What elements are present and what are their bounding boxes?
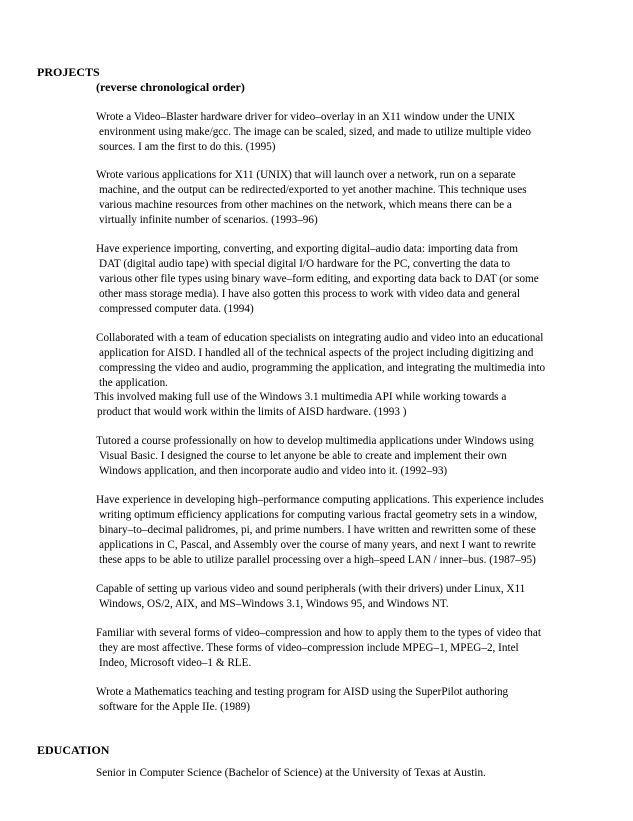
project-paragraph-high-performance (96, 493, 604, 568)
paragraph-line: Have experience importing, converting, and exporting digital–audio data: importing data from (96, 243, 518, 255)
paragraph-line: Have experience in developing high–performance computing applications. This experience includes (96, 494, 544, 506)
projects-heading: PROJECTS (37, 65, 100, 79)
paragraph-line: various other file types using binary wave–form editing, and exporting data back to DAT (or some (99, 273, 539, 285)
project-paragraph-video-compression (96, 626, 604, 671)
project-paragraph-windows-multimedia (94, 390, 602, 420)
paragraph-line: DAT (digital audio tape) with special digital I/O hardware for the PC, converting the data to (99, 258, 511, 270)
paragraph-line: compressing the video and audio, programming the application, and integrating the multimedia into (99, 362, 546, 374)
paragraph-line: Tutored a course professionally on how to develop multimedia applications under Windows using (96, 435, 534, 447)
paragraph-line: Wrote various applications for X11 (UNIX) that will launch over a network, run on a separate (96, 169, 516, 181)
paragraph-line: compressed computer data. (1994) (99, 303, 254, 315)
paragraph-line: virtually infinite number of scenarios. (1993–96) (99, 214, 318, 226)
projects-subheading: (reverse chronological order) (96, 80, 245, 94)
paragraph-line: writing optimum efficiency applications for computing various fractal geometry sets in a window, (99, 509, 538, 521)
paragraph-line: software for the Apple IIe. (1989) (99, 701, 250, 713)
paragraph-line: other mass storage media). I have also gotten this process to work with video data and general (99, 288, 520, 300)
paragraph-line: Collaborated with a team of education specialists on integrating audio and video into an educational (96, 332, 544, 344)
paragraph-line: Familiar with several forms of video–compression and how to apply them to the types of video that (96, 627, 541, 639)
paragraph-line: Visual Basic. I designed the course to let anyone be able to create and implement their own (99, 450, 507, 462)
project-paragraph-aisd-collaboration (96, 331, 604, 391)
paragraph-line: they are most affective. These forms of video–compression include MPEG–1, MPEG–2, Intel (99, 642, 519, 654)
paragraph-line: these apps to be able to utilize parallel processing over a high–speed LAN / inner–bus. (1987–95) (99, 554, 536, 566)
education-paragraph (96, 766, 604, 781)
paragraph-line: sources. I am the first to do this. (1995) (99, 141, 276, 153)
education-text: Senior in Computer Science (Bachelor of Science) at the University of Texas at Austin. (96, 767, 486, 779)
project-paragraph-math-program (96, 685, 604, 715)
paragraph-line: Windows application, and then incorporate audio and video into it. (1992–93) (99, 465, 448, 477)
paragraph-line: environment using make/gcc. The image can be scaled, sized, and made to utilize multiple video (99, 126, 531, 138)
paragraph-line: Wrote a Video–Blaster hardware driver for video–overlay in an X11 window under the UNIX (96, 111, 516, 123)
paragraph-line: applications in C, Pascal, and Assembly over the course of many years, and next I want to rewrite (99, 539, 536, 551)
paragraph-line: the application. (99, 377, 168, 389)
paragraph-line: Indeo, Microsoft video–1 & RLE. (99, 657, 252, 669)
paragraph-line: Windows, OS/2, AIX, and MS–Windows 3.1, Windows 95, and Windows NT. (99, 598, 449, 610)
paragraph-line: application for AISD. I handled all of the technical aspects of the project including digitizing and (99, 347, 534, 359)
paragraph-line: product that would work within the limits of AISD hardware. (1993 ) (97, 406, 407, 418)
paragraph-line: Wrote a Mathematics teaching and testing program for AISD using the SuperPilot authoring (96, 686, 509, 698)
project-paragraph-digital-audio (96, 242, 604, 317)
paragraph-line: machine, and the output can be redirected/exported to yet another machine. This technique uses (99, 184, 527, 196)
project-paragraph-peripherals (96, 582, 604, 612)
paragraph-line: Capable of setting up various video and sound peripherals (with their drivers) under Linux, X11 (96, 583, 526, 595)
education-heading: EDUCATION (37, 743, 110, 757)
project-paragraph-x11-applications (96, 168, 604, 228)
paragraph-line: various machine resources from other machines on the network, which means there can be a (99, 199, 512, 211)
project-paragraph-video-blaster (96, 110, 604, 155)
paragraph-line: binary–to–decimal palidromes, pi, and prime numbers. I have written and rewritten some of these (99, 524, 536, 536)
paragraph-line: This involved making full use of the Windows 3.1 multimedia API while working towards a (94, 391, 507, 403)
project-paragraph-tutoring (96, 434, 604, 479)
